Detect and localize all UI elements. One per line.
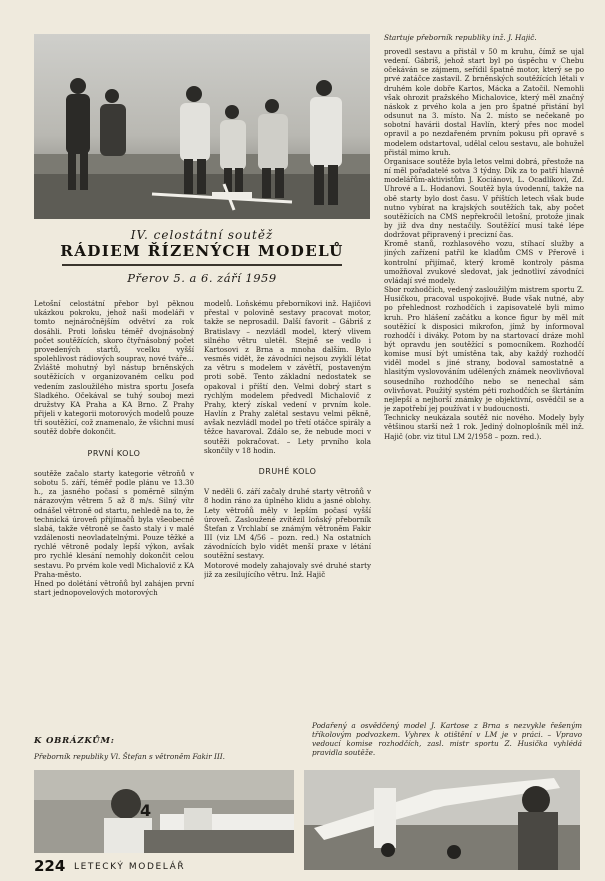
left-column — [34, 290, 194, 750]
left-figure-caption: Přeborník republiky Vl. Štefan s větroněm Fakir III. — [34, 752, 226, 761]
article-kicker: IV. celostátní soutěž — [130, 228, 274, 242]
bottom-left-photo-glider-pilot — [34, 770, 294, 853]
subheading-first-round: PRVNÍ KOLO — [87, 448, 141, 458]
right-figure-caption: Podařený a osvědčený model J. Kartose z Brna s nezvykle řešeným tříkolovým podvozkem. Vyhrex k otištění v LM je v práci. – Vpravo vedoucí komise rozhodčích, zasl. mistr sportu Z. Husička vyhlédá pravidla soutěže. — [312, 721, 582, 757]
middle-column-text-1: modelů. Loňskému přeborníkovi inž. Hajičovi přestal v polovině sestavy pracovat motor, takže se neprosadil. Další favorit – Gábriš z Bratislavy – nezvládl model, který vlivem silného větru uletěl. Stejně se vedlo i Kartosovi z Brna a mnoha dalším. Bylo vesměs vidět, že závodníci nejsou zvyklí létat za větru s modelem v závětří, postaveným proti sobě. Tento základní nedostatek se opakoval i příští den. Velmi dobrý start s rychlým modelem předvedl Michalovič z Prahy, který získal vedení v prvním kole. Havlín z Prahy zalétal sestavu velmi pěkně, avšak nezvládl model po třetí otáčce spirály a těžce havaroval. Zdálo se, že nebude moci v soutěži pokračovat. – Lety prvního kola skončily v 18 hodin. — [204, 299, 371, 455]
middle-column — [204, 290, 371, 750]
page-number: 224 — [34, 857, 66, 875]
article-title: RÁDIEM ŘÍZENÝCH MODELŮ — [60, 242, 344, 260]
magazine-name: LETECKÝ MODELÁŘ — [74, 862, 186, 872]
top-photo-men-at-airfield — [34, 34, 370, 219]
bottom-right-photo-model-plane — [304, 770, 580, 870]
left-column-text-1: Letošní celostátní přebor byl pěknou ukázkou pokroku, jehož naši modeláři v tomto nejnáročnějším odvětví za rok dosáhli. Proti loňsku téměř dvojnásobný počet soutěžících, skoro čtyřnásobný počet provedených startů, vcelku vyšší spolehlivost rádiových souprav, nové tváře... Zvláště mohutný byl nástup brněnských soutěžících v organizovaném celku pod vedením zasloužilého mistra sportu Josefa Sladkého. Očekával se tuhý souboj mezi družstvy KA Praha a KA Brno. Z Prahy přijeli v kategorii motorových modelů pouze tři soutěžící, což znamenalo, že všichni musí soutěž dobře dokončit. — [34, 299, 194, 437]
middle-column-text-2: V neděli 6. září začaly druhé starty větroňů v 8 hodin ráno za úplného klidu a jasné oblohy. Lety větroňů měly v lepším počasí vyšší úroveň. Zasloužené zvítězil loňský přeborník Štefan z Vrchlabí se známým větroněm Fakir III (viz LM 4/56 – pozn. red.) Na ostatních závodnících bylo vidět menší praxe v létání soutěžní sestavy. Motorové modely zahajovaly své druhé starty již za zesilujícího větru. Inž. Hajič — [204, 487, 371, 579]
left-column-text-2: soutěže začalo starty kategorie větroňů v sobotu 5. září, téměř podle plánu ve 13.30 h., za jasného počasí s poměrně silným nárazovým větrem 5 až 8 m/s. Silný vítr odnášel větroně od startu, nehledě na to, že technická úroveň přijímačů byla všeobecně slabá, takže větroně se často staly i v malé vzdálenosti neovladatelnými. Pouze těžké a rychlé větroně podaly lepší výkon, avšak pro rychlé klesání nemohly dokončit celou sestavu. Po prvém kole vedl Michalovič z KA Praha-město. Hned po dolétání větroňů byl zahájen první start jednopovelových motorových — [34, 468, 194, 597]
title-rule — [62, 264, 342, 266]
top-photo-caption: Startuje přeborník republiky inž. J. Hajič. — [384, 33, 537, 42]
place-date: Přerov 5. a 6. září 1959 — [127, 271, 277, 285]
right-column-text: provedl sestavu a přistál v 50 m kruhu, čímž se ujal vedení. Gábriš, jehož start byl po úspěchu v Chebu očekáván se zájmem, seřídil špatně motor, který se po prvé zatáčce zastavil. Z brněnských soutěžících létali v druhém kole dobře Kartos, Mácka a Zatočil. Nemohli však ohrozit pražského Michalovice, který měl značný náskok z prvého kola a jen pro špatné přistání byl odsunut na 3. místo. Na 2. místo se nečekaně po sobotní havárii dostal Havlín, který přes noc model opravil a po nezdařeném prvním pokusu při opravě s modelem odstartoval, udělal celou sestavu, ale bohužel přistál mimo kruh. Organisace soutěže byla letos velmi dobrá, přestože na ní měl pořadatelé sotva 3 týdny. Dík za to patří hlavně modelářům-aktivistům J. Kociánovi, L. Ocadlíkovi, Zd. Uhrové a L. Hodanovi. Soutěž byla úvodenní, takže na obě starty bylo dost času. V příštích letech však bude nutno vybírat na krajských soutěžích tak, aby počet soutěžících na CMS nepřekročil letošní, protože jinak by již dva dny nestačily. Soutěžící musí také lépe dodržovat připravený i precizní čas. Kromě stanů, rozhlasového vozu, stíhací služby a jiných zařízení patřil ke kladům CMS v Přerově i kontrolní přijímač, který kromě kontroly pásma umožňoval zvukové sledovat, jak jednotliví závodníci ovládají své modely. Sbor rozhodčích, vedený zasloužilým mistrem sportu Z. Husičkou, pracoval uspokojivě. Bude však nutné, aby po přehlednost rozhodčích i zapisovatelé byli mimo kruh. Pro hlášení začátku a konce figur by měl mít soutěžící k disposici mikrofon, jímž by informoval rozhodčí i diváky. Potom by na startovací dráze mohl být opravdu jen soutěžící s pomocníkem. Rozhodčí komise musí být umístěna tak, aby každý rozhodčí viděl model s jiné strany, bodoval samostatně a hlasitým vyslovováním udělených známek neovlivňoval sousedního rozhodčího nebo se nenechal sám ovlivňovat. Použitý systém péti rozhodčích se škrtáním nejlepší a nejhorší známky je objektivní, osvědčil se a je zapotřebí jej používat i v budoucnosti. Technicky neukázala soutěž nic nového. Modely byly většinou starší než 1 rok. Jediný dolnoplošník měl inž. Hajič (obr. viz titul LM 2/1958 – pozn. red.). — [384, 47, 584, 441]
subheading-second-round: DRUHÉ KOLO — [258, 466, 317, 476]
glider-bib-number: 4 — [140, 801, 152, 820]
figures-label: K OBRÁZKŮM: — [34, 736, 115, 746]
